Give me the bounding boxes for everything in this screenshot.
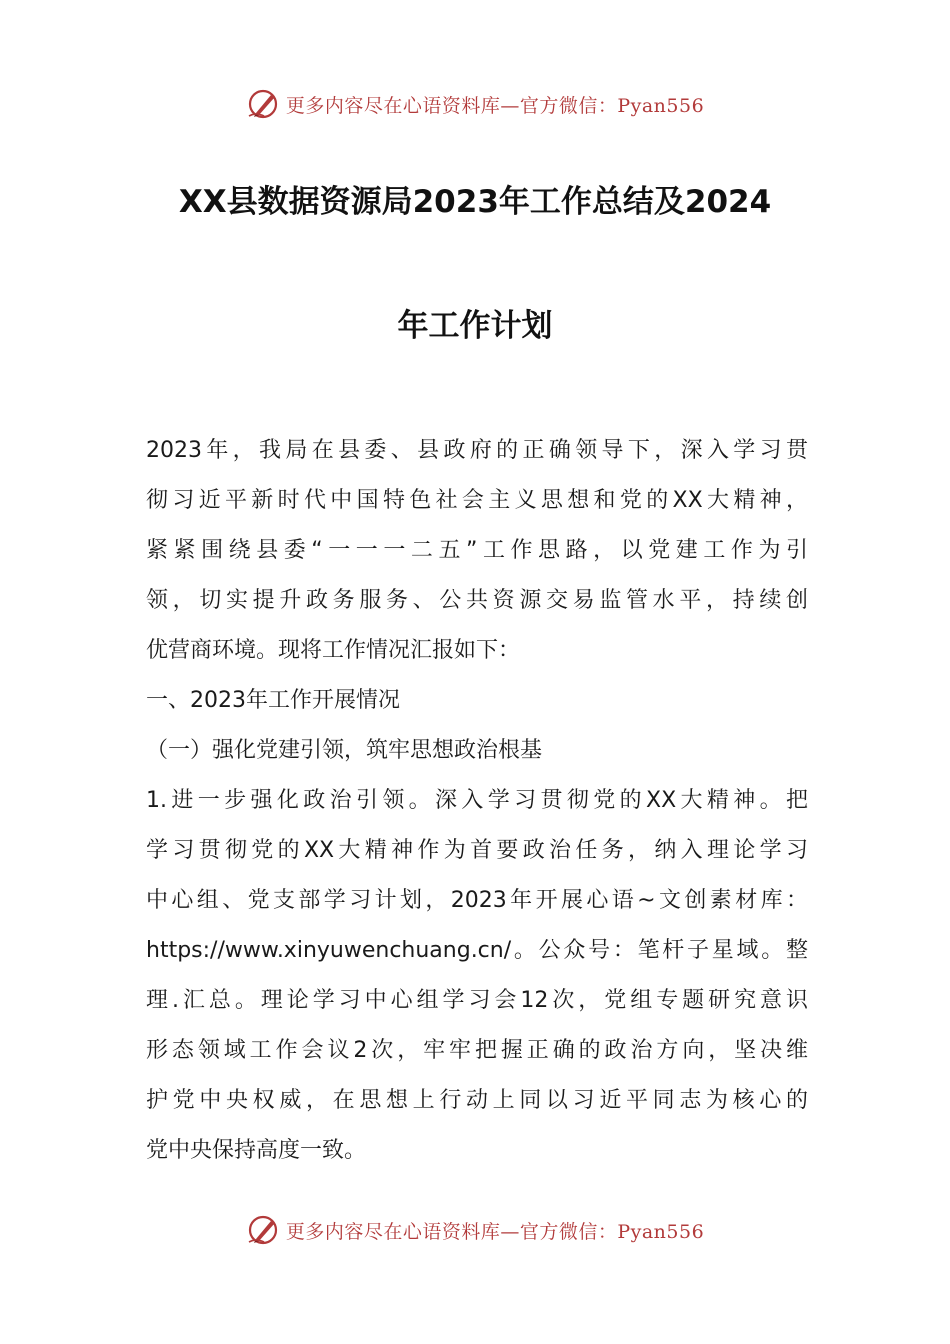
- body-line: 形态领域工作会议2次，牢牢把握正确的政治方向，坚决维: [146, 1038, 808, 1063]
- watermark-text: 更多内容尽在心语资料库—官方微信：Pyan556: [285, 94, 705, 117]
- pen-logo-icon: [246, 86, 282, 122]
- body-line: https://www.xinyuwenchuang.cn/。公众号：笔杆子星域。整: [146, 938, 808, 963]
- body-line: 护党中央权威，在思想上行动上同以习近平同志为核心的: [146, 1088, 808, 1113]
- body-line: 1.进一步强化政治引领。深入学习贯彻党的XX大精神。把: [146, 788, 808, 813]
- document-title-line-2: 年工作计划: [397, 308, 553, 344]
- body-line: 紧紧围绕县委“一一一二五”工作思路，以党建工作为引: [146, 538, 808, 563]
- document-title-line-1: XX县数据资源局2023年工作总结及2024: [178, 184, 772, 220]
- body-line: 学习贯彻党的XX大精神作为首要政治任务，纳入理论学习: [146, 838, 808, 863]
- body-line: 党中央保持高度一致。: [146, 1138, 367, 1163]
- body-line: 中心组、党支部学习计划，2023年开展心语~文创素材库：: [146, 888, 808, 913]
- pen-logo-icon: [246, 1212, 282, 1248]
- body-line: 彻习近平新时代中国特色社会主义思想和党的XX大精神，: [146, 488, 808, 513]
- body-line: 2023年，我局在县委、县政府的正确领导下，深入学习贯: [146, 438, 808, 463]
- watermark-text: 更多内容尽在心语资料库—官方微信：Pyan556: [285, 1220, 705, 1243]
- subsection-heading: （一）强化党建引领，筑牢思想政治根基: [146, 738, 543, 763]
- footer-watermark: [0, 1210, 950, 1250]
- body-line: 理.汇总。理论学习中心组学习会12次，党组专题研究意识: [146, 988, 808, 1013]
- document-body: [146, 426, 808, 1176]
- section-heading: 一、2023年工作开展情况: [146, 688, 400, 713]
- body-line: 优营商环境。现将工作情况汇报如下：: [146, 638, 521, 663]
- header-watermark: [0, 84, 950, 124]
- body-line: 领，切实提升政务服务、公共资源交易监管水平，持续创: [146, 588, 808, 613]
